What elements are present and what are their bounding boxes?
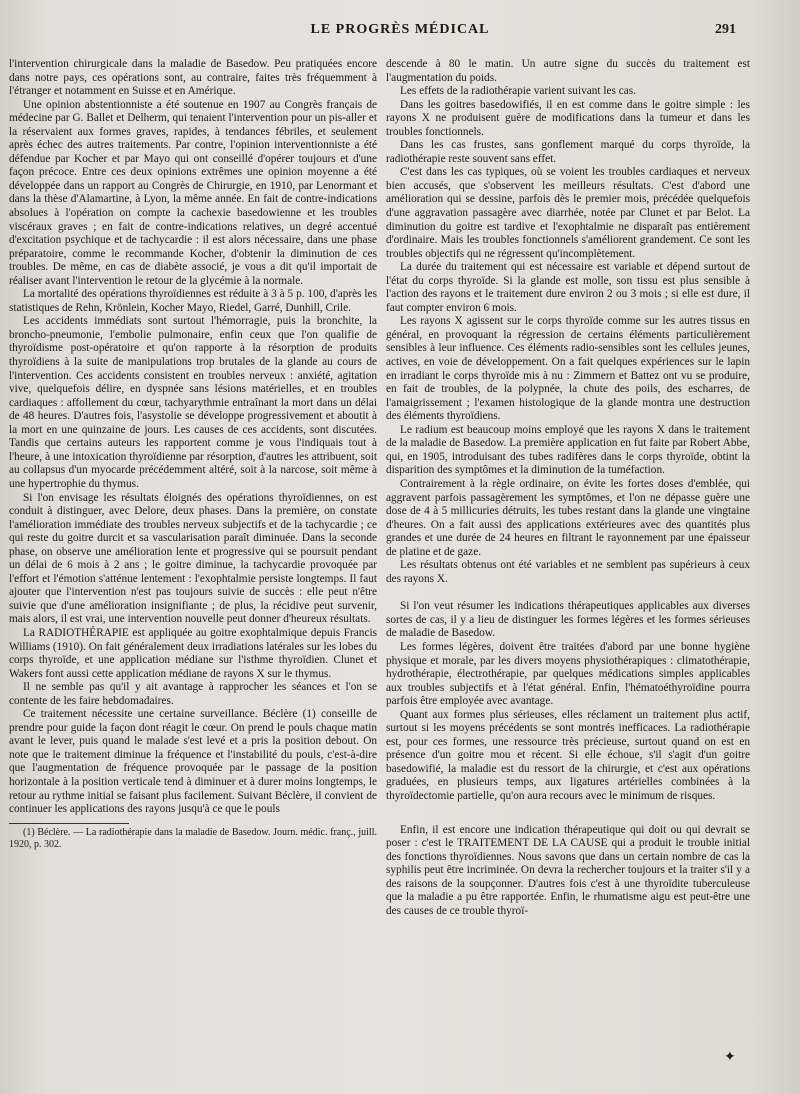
- right-column: [386, 58, 750, 918]
- paragraph: C'est dans les cas typiques, où se voient les troubles cardiaques et nerveux bien accusés, que s'observent les meilleurs résultats. C'est d'abord une amélioration qui se dessine, parfois dès le premier mois, précédée quelquefois d'une aggravation passagère avec diarrhée, notée par Clunet et par Belot. La diminution du goitre est tardive et l'exophtalmie ne disparaît pas entièrement d'ordinaire. Mais les troubles fonctionnels s'améliorent grandement. Ce sont les troubles objectifs qui ne régressent qu'incomplètement.: [386, 166, 750, 260]
- paragraph: descende à 80 le matin. Un autre signe du succès du traitement est l'augmentation du poids.: [386, 58, 750, 84]
- paragraph: Il ne semble pas qu'il y ait avantage à rapprocher les séances et l'on se contente de les faire hebdomadaires.: [9, 681, 377, 707]
- paragraph: Les effets de la radiothérapie varient suivant les cas.: [400, 85, 636, 98]
- paragraph: Les résultats obtenus ont été variables et ne semblent pas supérieurs à ceux des rayons X.: [386, 559, 750, 585]
- page-number: 291: [715, 22, 736, 37]
- paragraph: Quant aux formes plus sérieuses, elles réclament un traitement plus actif, surtout si les moyens précédents se sont montrés inefficaces. La radiothérapie est, pour ces formes, une ressource très précieuse, surtout quand on est en présence d'un goitre mou et récent. Si elle échoue, s'il s'agit d'un goitre basedowifié, la maladie est du ressort de la chirurgie, et c'est aux opérations graduées, en plusieurs temps, aux ligatures artérielles combinées à la thyroïdectomie partielle, qu'on aura recours avec le minimum de risques.: [386, 708, 750, 802]
- paragraph: Si l'on envisage les résultats éloignés des opérations thyroïdiennes, on est conduit à distinguer, avec Delore, deux phases. Dans la première, on constate l'amélioration immédiate des troubles nerveux subjectifs et de la tachycardie ; ce qui reste du goitre durcit et sa vascularisation paraît diminuée. Dans la seconde phase, on observe une amélioration lente et progressive qui se poursuit pendant un délai de 6 mois à 2 ans ; le goitre diminue, la tachycardie provoquée par l'effort et l'émotion s'atténue lentement : l'exophtalmie persiste longtemps. Il faut ajouter que l'intervention n'est pas toujours suivie de succès : elle peut n'être suivie que d'une amélioration insignifiante ; de plus, la récidive peut survenir, mais alors, il est vrai, une intervention nouvelle peut donner d'heureux résultats.: [9, 491, 377, 626]
- paragraph: La RADIOTHÉRAPIE est appliquée au goitre exophtalmique depuis Francis Williams (1910). On fait généralement deux irradiations latérales sur les lobes du corps thyroïde, et une application médiane sur l'isthme thyroïdien. Clunet et Wakers font aussi cette application médiane de rayons X sur le thymus.: [9, 626, 377, 680]
- paragraph: Les rayons X agissent sur le corps thyroïde comme sur les autres tissus en général, en provoquant la régression de certains éléments particulièrement sensibles à leur influence. Ces éléments radio-sensibles sont les cellules jeunes, actives, en voie de développement. On a fait quelques expériences sur le lapin en irradiant le corps thyroïde mis à nu : Zimmern et Battez ont vu se produire, en fait de troubles, de la polypnée, la chute des poils, des escharres, de l'amaigrissement ; l'examen histologique de la glande montra une destruction des éléments thyroïdiens.: [386, 315, 750, 423]
- footnote-divider: [9, 823, 129, 824]
- paragraph: Le radium est beaucoup moins employé que les rayons X dans le traitement de la maladie de Basedow. La première application en fut faite par Robert Abbe, qui, en 1905, introduisant des tubes radifères dans le corps thyroïde, obtint la disparition des symptômes et la diminution de la tuméfaction.: [386, 423, 750, 477]
- paragraph: La durée du traitement qui est nécessaire est variable et dépend surtout de l'état du corps thyroïde. Si la glande est molle, son tissu est plus sensible à l'action des rayons et le traitement dure environ 2 ou 3 mois ; si elle est dure, il faut compter environ 6 mois.: [386, 261, 750, 314]
- paragraph: Dans les goitres basedowifiés, il en est comme dans le goitre simple : les rayons X ne produisent guère de modifications dans la tumeur et dans les troubles fonctionnels.: [386, 98, 750, 138]
- running-header: [0, 22, 800, 42]
- paragraph: Contrairement à la règle ordinaire, on évite les fortes doses d'emblée, qui aggravent parfois passagèrement les symptômes, et l'on ne dépasse guère une dose de 4 à 5 millicuries détruits, les tubes restant dans la glande une vingtaine d'heures. On a fait aussi des applications extérieures avec des quantités plus grandes et une durée de 24 heures en filtrant le rayonnement par une épaisseur de platine et de gaze.: [386, 477, 750, 558]
- paragraph: Les accidents immédiats sont surtout l'hémorragie, puis la bronchite, la broncho-pneumonie, l'embolie pulmonaire, enfin ceux que l'on qualifie de thyroïdisme post-opératoire et qu'on rapporte à la résorption de produits thyroïdiens à la suite de manipulations trop brutales de la glande au cours de l'intervention. Ces accidents consistent en troubles nerveux : anxiété, agitation vive, quelquefois délire, en dyspnée sans lésions matérielles, et en troubles cardiaques : affollement du cœur, tachyarythmie entraînant la mort dans un délai de 48 heures. D'autres fois, l'asystolie se développe progressivement et aboutit à la mort en une quinzaine de jours. Les causes de ces accidents, sont discutées. Tandis que certains auteurs les rapportent comme je vous l'indiquais tout à l'heure, à une intoxication thyroïdienne par résorption, d'autres les attribuent, soit au collapsus d'un myocarde précédemment altéré, soit à la narcose, soit même à une hypertrophie du thymus.: [9, 315, 377, 490]
- paragraph: La mortalité des opérations thyroïdiennes est réduite à 3 à 5 p. 100, d'après les statistiques de Rehn, Krönlein, Kocher Mayo, Riedel, Garré, Dunhill, Crile.: [9, 288, 377, 314]
- paragraph: Une opinion abstentionniste a été soutenue en 1907 au Congrès français de médecine par G. Ballet et Delherm, qui tenaient l'intervention pour un pis-aller et la réservaient aux formes graves, rapides, à tendances fébriles, et seulement après échec des autres traitements. Par contre, l'opinion interventionniste a été défendue par Kocher et par Mayo qui ont conseillé d'opérer toujours et d'une façon précoce. Entre ces deux opinions extrêmes une opinion moyenne a été développée dans un rapport au Congrès de Chirurgie, en 1910, par Lenormant et dans la thèse d'Alamartine, à Lyon, la même année. En fait de contre-indications absolues à l'opération on compte la cachexie basedowienne et les troubles viscéraux graves ; en fait de contre-indications relatives, un degré accentué d'excitation psychique et de tachycardie : il est alors nécessaire, dans une phase préparatoire, comme le recommande Kocher, d'obtenir la diminution de ces troubles. De même, en cas de diabète associé, je vous a dit qu'il importait de réaliser avant l'intervention le retour de la glycémie à la normale.: [9, 98, 377, 287]
- fleuron-ornament: ✦: [724, 1050, 736, 1065]
- paragraph: Les formes légères, doivent être traitées d'abord par une bonne hygiène physique et morale, par les divers moyens physiothérapiques : climatothérapie, hydrothérapie, électrothérapie, par quelques médications simples applicables aux troubles subjectifs et à l'état général. Enfin, l'hématoéthyroïdine pourra parfois être employée avec avantage.: [386, 640, 750, 708]
- paragraph: l'intervention chirurgicale dans la maladie de Basedow. Peu pratiquées encore dans notre pays, ces opérations sont, au contraire, faites très fréquemment à l'étranger et notamment en Suisse et en Amérique.: [9, 58, 377, 98]
- left-column: [9, 58, 377, 851]
- paragraph: Dans les cas frustes, sans gonflement marqué du corps thyroïde, la radiothérapie reste souvent sans effet.: [386, 139, 750, 165]
- paragraph: Si l'on veut résumer les indications thérapeutiques applicables aux diverses sortes de cas, il y a lieu de distinguer les formes légères et les formes sérieuses de maladie de Basedow.: [386, 600, 750, 640]
- paragraph: Enfin, il est encore une indication thérapeutique qui doit ou qui devrait se poser : c'est le TRAITEMENT DE LA CAUSE qui a produit le trouble initial des fonctions thyroïdiennes. Nous savons que dans un certain nombre de cas la syphilis peut être incriminée. On devra la rechercher toujours et la traiter s'il y a des raisons de la soupçonner. D'autres fois c'est à une thyroïdite tuberculeuse que la maladie a pu être rapportée. Enfin, le rhumatisme aigu est peut-être une des causes de ce trouble thyroï-: [386, 823, 750, 917]
- journal-title: LE PROGRÈS MÉDICAL: [310, 22, 490, 37]
- footnote: (1) Béclère. — La radiothérapie dans la maladie de Basedow. Journ. médic. franç., juill. 1920, p. 302.: [9, 826, 377, 850]
- paragraph: Ce traitement nécessite une certaine surveillance. Béclère (1) conseille de prendre pour guide la façon dont réagit le cœur. On prend le pouls chaque matin avant le lever, puis quand le malade s'est levé et a pris la position debout. On note que le traitement diminue la fréquence et l'instabilité du pouls, c'est-à-dire que l'augmentation de fréquence provoquée par le passage de la position horizontale à la position verticale tend à diminuer et à durer moins longtemps, le retour au rythme initial se faisant plus facilement. Suivant Béclère, il convient de continuer les applications des rayons jusqu'à ce que le pouls: [9, 708, 377, 816]
